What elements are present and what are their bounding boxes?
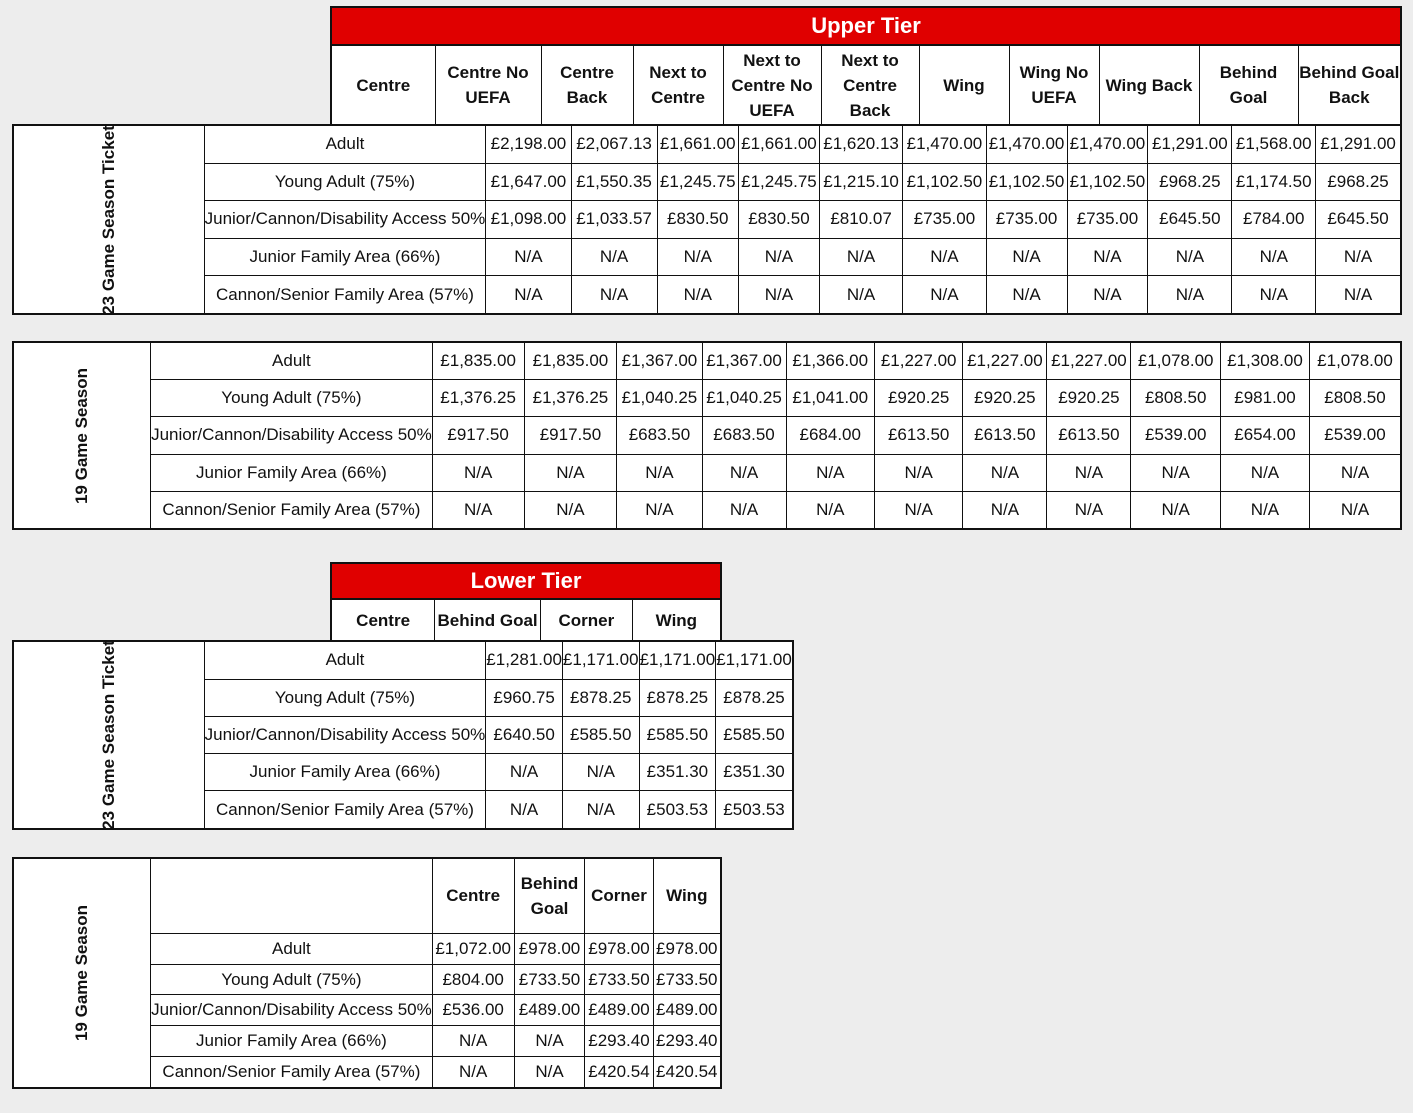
table-row — [13, 342, 1401, 380]
row-label: Adult — [151, 933, 433, 964]
price-cell: N/A — [562, 754, 639, 791]
price-cell: £645.50 — [1316, 201, 1401, 238]
lower-tier-header-table — [330, 598, 722, 642]
price-cell: £2,198.00 — [486, 125, 571, 163]
price-cell: £1,227.00 — [874, 342, 962, 380]
table-row — [13, 276, 1401, 314]
price-cell: N/A — [1232, 238, 1316, 275]
upper-tier-19-game-table — [12, 341, 1402, 530]
row-label: Young Adult (75%) — [204, 163, 486, 200]
column-header: Wing — [632, 599, 721, 641]
price-cell: N/A — [1309, 454, 1401, 491]
price-cell: N/A — [432, 454, 524, 491]
price-cell: £920.25 — [963, 380, 1047, 417]
row-label: Junior/Cannon/Disability Access 50% — [151, 417, 433, 454]
section-label-text: 23 Game Season Ticket — [98, 640, 118, 830]
column-header: Centre Back — [541, 45, 633, 125]
price-cell: £1,367.00 — [702, 342, 786, 380]
price-cell: £1,568.00 — [1232, 125, 1316, 163]
price-cell: N/A — [524, 454, 617, 491]
column-header: Next to Centre Back — [821, 45, 919, 125]
lower-tier-title: Lower Tier — [330, 562, 722, 600]
table-row — [13, 491, 1401, 529]
column-header: Centre — [331, 45, 435, 125]
price-cell: £613.50 — [1047, 417, 1131, 454]
price-cell: £735.00 — [903, 201, 986, 238]
price-cell: N/A — [1047, 491, 1131, 529]
column-header: Wing No UEFA — [1009, 45, 1099, 125]
price-cell: £2,067.13 — [571, 125, 657, 163]
price-cell: £1,171.00 — [639, 641, 716, 679]
price-cell: N/A — [963, 454, 1047, 491]
price-cell: £1,647.00 — [486, 163, 571, 200]
row-label: Cannon/Senior Family Area (57%) — [151, 491, 433, 529]
price-cell: £613.50 — [963, 417, 1047, 454]
column-header: Corner — [540, 599, 632, 641]
column-header: Centre — [432, 858, 514, 933]
price-cell: N/A — [486, 754, 563, 791]
price-cell: N/A — [874, 454, 962, 491]
price-cell: £978.00 — [653, 933, 721, 964]
price-cell: N/A — [657, 238, 739, 275]
price-cell: £489.00 — [653, 995, 721, 1026]
column-header: Centre No UEFA — [435, 45, 541, 125]
price-cell: £1,098.00 — [486, 201, 571, 238]
price-cell: £613.50 — [874, 417, 962, 454]
price-cell: £539.00 — [1131, 417, 1221, 454]
row-label: Junior Family Area (66%) — [204, 754, 486, 791]
price-cell: £830.50 — [657, 201, 739, 238]
price-cell: N/A — [1316, 276, 1401, 314]
price-cell: £1,308.00 — [1220, 342, 1309, 380]
price-cell: £1,033.57 — [571, 201, 657, 238]
price-cell: £1,102.50 — [986, 163, 1067, 200]
price-cell: £960.75 — [486, 679, 563, 716]
price-cell: £1,835.00 — [524, 342, 617, 380]
price-cell: £1,227.00 — [1047, 342, 1131, 380]
table-row — [13, 417, 1401, 454]
price-cell: N/A — [617, 454, 702, 491]
section-label-text: 19 Game Season — [72, 367, 92, 504]
price-cell: N/A — [432, 1026, 514, 1057]
price-cell: N/A — [657, 276, 739, 314]
price-cell: £1,171.00 — [562, 641, 639, 679]
price-cell: £978.00 — [585, 933, 653, 964]
price-cell: £585.50 — [562, 716, 639, 753]
column-header: Wing — [653, 858, 721, 933]
price-cell: £420.54 — [653, 1056, 721, 1088]
price-cell: N/A — [1148, 276, 1232, 314]
price-cell: N/A — [562, 791, 639, 829]
price-cell: £981.00 — [1220, 380, 1309, 417]
column-header: Wing — [919, 45, 1009, 125]
column-header: Centre — [331, 599, 435, 641]
row-label: Junior/Cannon/Disability Access 50% — [204, 716, 486, 753]
price-cell: £1,661.00 — [657, 125, 739, 163]
price-cell: £978.00 — [514, 933, 585, 964]
price-cell: N/A — [702, 491, 786, 529]
lower-tier-23-game-table — [12, 640, 794, 830]
row-label: Young Adult (75%) — [204, 679, 486, 716]
price-cell: £804.00 — [432, 964, 514, 995]
price-cell: N/A — [1220, 454, 1309, 491]
price-cell: £784.00 — [1232, 201, 1316, 238]
price-cell: £1,078.00 — [1309, 342, 1401, 380]
price-cell: N/A — [571, 276, 657, 314]
row-label: Adult — [204, 125, 486, 163]
price-cell: £878.25 — [716, 679, 793, 716]
column-header: Behind Goal — [435, 599, 541, 641]
price-cell: N/A — [1232, 276, 1316, 314]
price-cell: £640.50 — [486, 716, 563, 753]
price-cell: N/A — [1309, 491, 1401, 529]
price-cell: N/A — [786, 454, 874, 491]
row-label: Young Adult (75%) — [151, 964, 433, 995]
price-cell: £489.00 — [585, 995, 653, 1026]
row-label: Junior/Cannon/Disability Access 50% — [151, 995, 433, 1026]
price-cell: £683.50 — [702, 417, 786, 454]
price-cell: N/A — [963, 491, 1047, 529]
price-cell: £351.30 — [716, 754, 793, 791]
price-cell: £1,291.00 — [1148, 125, 1232, 163]
price-cell: N/A — [786, 491, 874, 529]
price-cell: £920.25 — [874, 380, 962, 417]
price-cell: N/A — [739, 238, 820, 275]
price-cell: N/A — [1220, 491, 1309, 529]
price-cell: £1,470.00 — [1067, 125, 1148, 163]
price-cell: N/A — [739, 276, 820, 314]
price-cell: £351.30 — [639, 754, 716, 791]
price-cell: £293.40 — [585, 1026, 653, 1057]
price-cell: N/A — [702, 454, 786, 491]
price-cell: N/A — [819, 276, 902, 314]
price-cell: N/A — [1067, 238, 1148, 275]
price-cell: £536.00 — [432, 995, 514, 1026]
price-cell: £1,291.00 — [1316, 125, 1401, 163]
price-cell: £735.00 — [1067, 201, 1148, 238]
table-row — [13, 380, 1401, 417]
price-cell: N/A — [432, 491, 524, 529]
price-cell: £1,470.00 — [903, 125, 986, 163]
price-cell: N/A — [514, 1026, 585, 1057]
column-header: Next to Centre — [633, 45, 723, 125]
price-cell: £1,040.25 — [617, 380, 702, 417]
price-cell: £539.00 — [1309, 417, 1401, 454]
section-label — [13, 342, 151, 529]
table-row — [13, 201, 1401, 238]
price-cell: £683.50 — [617, 417, 702, 454]
price-cell: £1,376.25 — [524, 380, 617, 417]
column-header: Behind Goal — [1199, 45, 1298, 125]
price-cell: £1,367.00 — [617, 342, 702, 380]
row-label: Young Adult (75%) — [151, 380, 433, 417]
price-cell: £1,040.25 — [702, 380, 786, 417]
row-label: Junior/Cannon/Disability Access 50% — [204, 201, 486, 238]
blank-corner-cell — [151, 858, 433, 933]
price-cell: £585.50 — [716, 716, 793, 753]
price-cell: £1,835.00 — [432, 342, 524, 380]
price-cell: N/A — [1148, 238, 1232, 275]
price-cell: £830.50 — [739, 201, 820, 238]
price-cell: £878.25 — [639, 679, 716, 716]
price-cell: N/A — [1067, 276, 1148, 314]
price-cell: N/A — [874, 491, 962, 529]
price-cell: N/A — [617, 491, 702, 529]
price-cell: N/A — [1131, 491, 1221, 529]
price-cell: N/A — [903, 238, 986, 275]
price-cell: £585.50 — [639, 716, 716, 753]
upper-tier-title: Upper Tier — [330, 6, 1402, 46]
column-header: Behind Goal Back — [1298, 45, 1401, 125]
price-cell: £920.25 — [1047, 380, 1131, 417]
price-cell: £917.50 — [524, 417, 617, 454]
upper-tier-23-game-table — [12, 124, 1402, 315]
price-cell: £968.25 — [1316, 163, 1401, 200]
row-label: Cannon/Senior Family Area (57%) — [204, 791, 486, 829]
price-cell: £1,376.25 — [432, 380, 524, 417]
price-cell: £1,174.50 — [1232, 163, 1316, 200]
price-cell: £810.07 — [819, 201, 902, 238]
price-cell: £1,102.50 — [903, 163, 986, 200]
price-cell: N/A — [986, 276, 1067, 314]
price-cell: £489.00 — [514, 995, 585, 1026]
row-label: Junior Family Area (66%) — [151, 1026, 433, 1057]
lower-tier-19-game-table — [12, 857, 722, 1089]
price-cell: £733.50 — [514, 964, 585, 995]
price-cell: £503.53 — [716, 791, 793, 829]
price-cell: N/A — [903, 276, 986, 314]
row-label: Junior Family Area (66%) — [151, 454, 433, 491]
price-cell: N/A — [486, 238, 571, 275]
price-cell: £503.53 — [639, 791, 716, 829]
table-row — [13, 125, 1401, 163]
upper-tier-header-table — [330, 44, 1402, 126]
price-cell: £1,245.75 — [657, 163, 739, 200]
price-cell: N/A — [1316, 238, 1401, 275]
price-cell: £1,281.00 — [486, 641, 563, 679]
row-label: Cannon/Senior Family Area (57%) — [151, 1056, 433, 1088]
table-row — [13, 238, 1401, 275]
price-cell: £917.50 — [432, 417, 524, 454]
price-cell: N/A — [1131, 454, 1221, 491]
price-cell: £1,620.13 — [819, 125, 902, 163]
price-cell: £293.40 — [653, 1026, 721, 1057]
table-row — [13, 641, 793, 679]
section-label-text: 19 Game Season — [72, 904, 92, 1042]
price-cell: £1,227.00 — [963, 342, 1047, 380]
column-header: Corner — [585, 858, 653, 933]
column-header: Wing Back — [1099, 45, 1199, 125]
column-header: Behind Goal — [514, 858, 585, 933]
price-cell: £733.50 — [585, 964, 653, 995]
price-cell: N/A — [819, 238, 902, 275]
price-cell: £1,041.00 — [786, 380, 874, 417]
row-label: Adult — [204, 641, 486, 679]
column-header: Next to Centre No UEFA — [723, 45, 821, 125]
price-cell: £1,245.75 — [739, 163, 820, 200]
price-cell: N/A — [486, 276, 571, 314]
price-cell: £1,661.00 — [739, 125, 820, 163]
price-cell: £1,078.00 — [1131, 342, 1221, 380]
price-cell: £1,102.50 — [1067, 163, 1148, 200]
price-cell: £735.00 — [986, 201, 1067, 238]
row-label: Adult — [151, 342, 433, 380]
price-cell: £645.50 — [1148, 201, 1232, 238]
price-cell: £1,215.10 — [819, 163, 902, 200]
price-cell: £878.25 — [562, 679, 639, 716]
price-cell: £654.00 — [1220, 417, 1309, 454]
price-cell: £1,072.00 — [432, 933, 514, 964]
price-cell: £1,171.00 — [716, 641, 793, 679]
price-cell: N/A — [1047, 454, 1131, 491]
section-label-text: 23 Game Season Ticket — [98, 124, 118, 315]
table-row — [13, 454, 1401, 491]
price-cell: £1,550.35 — [571, 163, 657, 200]
price-cell: £808.50 — [1309, 380, 1401, 417]
price-cell: £420.54 — [585, 1056, 653, 1088]
table-row — [13, 163, 1401, 200]
price-cell: £1,366.00 — [786, 342, 874, 380]
price-cell: £684.00 — [786, 417, 874, 454]
section-label — [13, 858, 151, 1088]
row-label: Junior Family Area (66%) — [204, 238, 486, 275]
section-label — [13, 641, 204, 829]
price-cell: £1,470.00 — [986, 125, 1067, 163]
price-cell: £808.50 — [1131, 380, 1221, 417]
price-cell: N/A — [524, 491, 617, 529]
section-label — [13, 125, 204, 314]
price-cell: N/A — [571, 238, 657, 275]
price-cell: N/A — [432, 1056, 514, 1088]
row-label: Cannon/Senior Family Area (57%) — [204, 276, 486, 314]
price-cell: £733.50 — [653, 964, 721, 995]
price-cell: £968.25 — [1148, 163, 1232, 200]
price-cell: N/A — [486, 791, 563, 829]
price-cell: N/A — [514, 1056, 585, 1088]
price-cell: N/A — [986, 238, 1067, 275]
